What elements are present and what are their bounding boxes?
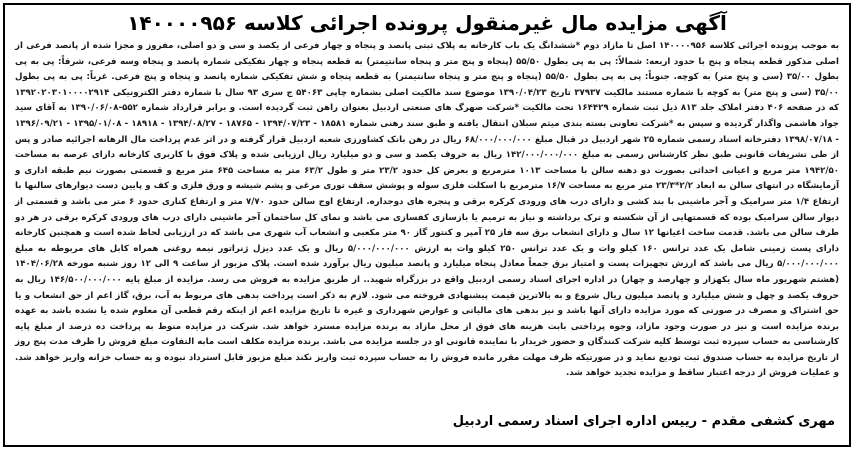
notice-signature: مهری کشفی مقدم - رییس اداره اجرای اسناد رسمی اردبیل — [452, 414, 835, 429]
notice-title: آگهی مزایده مال غیرمنقول پرونده اجرائی کلاسه ۱۴۰۰۰۰۹۵۶ — [127, 11, 727, 35]
auction-notice — [3, 3, 851, 447]
notice-body: به موجب پرونده اجرائی کلاسه ۱۴۰۰۰۰۹۵۶ اصل تا مازاد دوم *ششدانگ یک باب کارخانه به پلاک ثبتی پانصد و پنجاه و چهار فرعی از یکصد و سی و دو اصلی، مفروز و مجزا شده از پانصد فرعی از اصلی مذکور قطعه پنجاه و پنج با حدود اربعه: شمالاً: پی به پی بطول ۵۵/۵۰ (پنجاه و پنج متر و پنجاه سانتیمتر) به قطعه پنجاه و چهار تفکیکی شماره پانصد و پنجاه وسه فرعی، شرقاً: پی به پی بطول ۳۵/۰۰ (سی و پنج متر) به کوچه. جنوباً: پی به پی بطول ۵۵/۵۰ (پنجاه و پنج متر و پنجاه سانتیمتر) به قطعه پنجاه و شش تفکیکی شماره پانصد و پنجاه و پنج فرعی. غرباً: پی به پی بطول ۳۵/۰۰ (سی و پنج متر) به کوچه با شماره مستند مالکیت ۳۷۹۳۷ تاریخ ۱۳۹۰/۰۴/۲۳ موضوع سند مالکیت اصلی بشماره چاپی ۵۴۰۶۳ ج سری ۹۳ سال با شماره دفتر الکترونیکی ۱۳۹۲۰۲۰۳۰۱۰۰۰۰۲۹۱۴ که در صفحه ۴۰۶ دفتر املاک جلد ۸۱۳ ذیل ثبت شماره ۱۶۴۴۲۹ تحت مالکیت *شرکت صهرگ های صنعتی اردبیل بعنوان راهن ثبت گردیده است. و برابر قرارداد شماره ۵۵۲-۱۳۹۰/۰۶/۰۸ به آقای سید جواد هاشمی واگذار گردیده و سپس به *شرکت تعاونی بسته بندی میثم سبلان انتقال یافته و طبق سند رهنی شماره ۱۸۵۸۱ - ۱۳۹۴/۰۷/۲۳ - ۱۸۷۶۵ - ۱۳۹۴/۰۸/۲۷ - ۱۸۹۱۸ - ۱۳۹۵/۰۱/۰۸ - ۱۳۹۶/۰۹/۲۱ - ۱۳۹۸/۰۷/۱۸ دفترخانه اسناد رسمی شماره ۲۵ شهر اردبیل در قبال مبلغ ۶۸/۰۰۰/۰۰۰/۰۰۰ ریال در رهن بانک کشاورزی شعبه اردبیل قرار گرفته و در اثر عدم پرداخت مال الرهانه اجرائیه صادر و پس از طی تشریفات قانونی طبق نظر کارشناس رسمی به مبلغ ۱۴۲/۰۰۰/۰۰۰/۰۰۰ ریال به حروف یکصد و سی و دو میلیارد ریال ارزیابی شده و پلاک فوق با کاربری کارخانه دارای عرصه به مساحت ۱۹۴۲/۵۰ متر مربع و اعیانی احداثی بصورت دو دهنه سالن با مساحت ۱۰۱۳ مترمربع و بعرض کل حدود ۲۳/۲ متر و طول ۶۳/۲ متر به مساحت ۶۴۵ متر مربع و قسمتی بصورت نیم طبقه اداری و آزمایشگاه در انتهای سالن به ابعاد ۲/۲*۲۳/۳ متر مربع به مساحت ۱۶/۷ مترمربع با اسکلت فلزی سوله و پوشش سقف توری مرغی و پشم شیشه و ورق فلزی و کف و پایین دست دیوارهای سالنها با ارتفاع ۱/۴ متر سرامیک و آجر ماشینی با بند کشی و دارای درب های ورودی کرکره برقی و پنجره های دوجداره. ارتفاع اوج سالن حدود ۷/۷۰ متر و ارتفاع کناری حدود ۶ متر می باشد و قسمتی از دیوار سالن سرامیک بوده که قسمتهایی از آن شکسته و ترک برداشته و نیاز به ترمیم یا بازسازی کفسازی می باشد و نمای کل ساختمان آجر ماشینی دارای درب های ورودی کرکره برقی در هر دو طرف سالن می باشد. قدمت ساخت اعیانها ۱۲ سال و دارای انشعاب برق سه فاز ۲۵ آمپر و کنتور گاز ۹۰ متر مکعبی و انشعاب آب شهری می باشد که در ارزیابی لحاظ شده است و همچنین کارخانه دارای پست زمینی شامل یک عدد ترانس ۱۶۰ کیلو وات و یک عدد ترانس ۲۵۰ کیلو وات به ارزش ۵/۰۰۰/۰۰۰/۰۰۰ ریال و یک عدد دیزل ژنراتور نیمه روغنی همراه کابل های مربوطه به مبلغ ۵/۰۰۰/۰۰۰/۰۰۰ ریال می باشد که ارزش تجهیزات پست و امتیاز برق جمعاً معادل پنجاه میلیارد و پانصد میلیون ریال برآورد شده است. پلاک مزبور از ساعت ۹ الی ۱۲ روز شنبه مورخه ۱۴۰۴/۰۶/۲۸ (هشتم شهریور ماه سال یکهزار و چهارصد و چهار) در اداره اجرای اسناد رسمی اردبیل واقع در بزرگراه شهید.. از طریق مزایده به فروش می رسد. مزایده از مبلغ پایه ۱۴۶/۵۰۰/۰۰۰/۰۰۰ ریال به حروف یکصد و چهل و شش میلیارد و پانصد میلیون ریال شروع و به بالاترین قیمت پیشنهادی فروخته می شود. لازم به ذکر است پرداخت بدهی های مربوط به آب، برق، گاز اعم از حق انشعاب و یا حق اشتراک و مصرف در صورتی که مورد مزایده دارای آنها باشد و نیز بدهی های مالیاتی و عوارض شهرداری و غیره تا تاریخ مزایده اعم از اینکه رقم قطعی آن معلوم شده یا نشده باشد به عهده برنده مزایده است و نیز در صورت وجود مازاد، وجوه پرداختی بابت هزینه های فوق از محل مازاد به برنده مزایده مسترد خواهد شد. شرکت در مزایده منوط به پرداخت ده درصد از مبلغ پایه کارشناسی به حساب سپرده ثبت توسط کلیه شرکت کنندگان و حضور خریدار با نماینده قانونی او در جلسه مزایده می باشد. برنده مزایده مکلف است مابه التفاوت مبلغ فروش را ظرف مدت پنج روز از تاریخ مزایده به حساب صندوق ثبت تودیع نماید و در صورتیکه ظرف مهلت مقرر مانده فروش را به حساب سپرده ثبت واریز نکند مبلغ مزبور قابل استرداد نبوده و به حساب خزانه واریز خواهد شد. و عملیات فروش از درجه اعتبار ساقط و مزایده تجدید خواهد شد. — [15, 41, 840, 379]
